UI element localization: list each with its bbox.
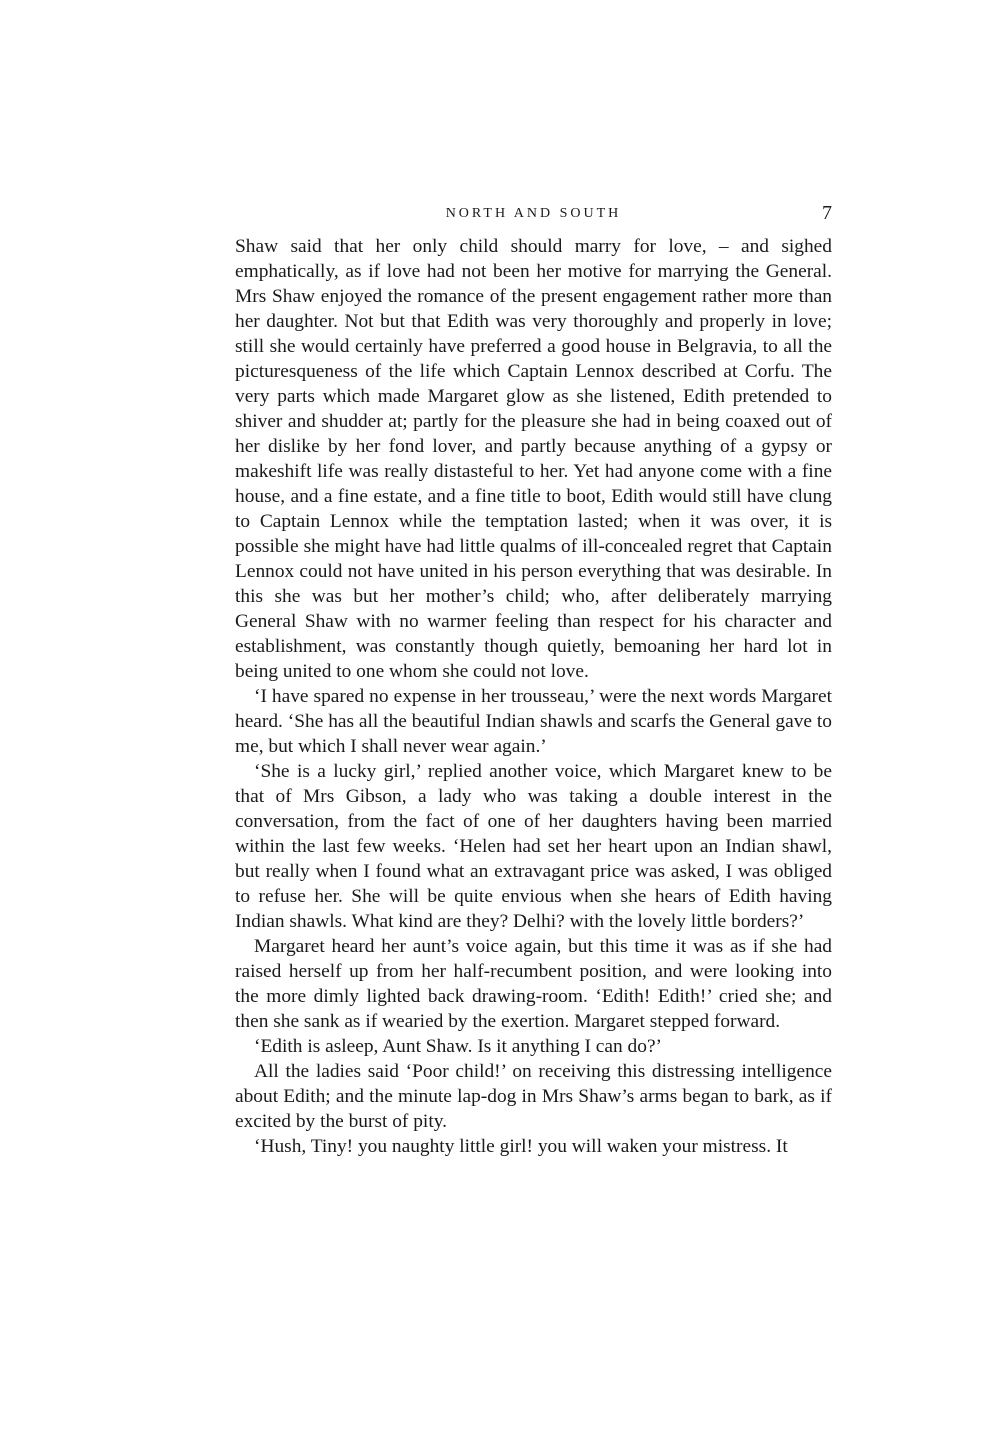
- paragraph-continued: Shaw said that her only child should marry for love, – and sighed emphatically, as if love had not been her motive for marrying the General. Mrs Shaw enjoyed the romance of the present engagement rather more than her daughter. Not but that Edith was very thoroughly and properly in love; still she would certainly have preferred a good house in Belgravia, to all the picturesqueness of the life which Captain Lennox described at Corfu. The very parts which made Margaret glow as she listened, Edith pretended to shiver and shudder at; partly for the pleasure she had in being coaxed out of her dislike by her fond lover, and partly because anything of a gypsy or makeshift life was really distasteful to her. Yet had anyone come with a fine house, and a fine estate, and a fine title to boot, Edith would still have clung to Captain Lennox while the temptation lasted; when it was over, it is possible she might have had little qualms of ill-concealed regret that Captain Lennox could not have united in his person everything that was desirable. In this she was but her mother’s child; who, after deliberately marrying General Shaw with no warmer feeling than respect for his character and establishment, was constantly though quietly, bemoaning her hard lot in being united to one whom she could not love.: [235, 236, 832, 682]
- paragraph-last: ‘Hush, Tiny! you naughty little girl! you will waken your mistress. It: [254, 1136, 788, 1157]
- paragraph: Margaret heard her aunt’s voice again, but this time it was as if she had raised herself up from her half-recumbent position, and were looking into the more dimly lighted back drawing-room. ‘Edith! Edith!’ cried she; and then she sank as if wearied by the exertion. Margaret stepped forward.: [235, 936, 832, 1032]
- page-number: 7: [822, 202, 832, 224]
- paragraph: All the ladies said ‘Poor child!’ on receiving this distressing intelligence about Edith; and the minute lap-dog in Mrs Shaw’s arms began to bark, as if excited by the burst of pity.: [235, 1061, 832, 1132]
- paragraph: ‘Edith is asleep, Aunt Shaw. Is it anything I can do?’: [254, 1036, 663, 1057]
- body-text: [235, 234, 832, 1159]
- paragraph: ‘She is a lucky girl,’ replied another voice, which Margaret knew to be that of Mrs Gibson, a lady who was taking a double interest in the conversation, from the fact of one of her daughters having been married within the last few weeks. ‘Helen had set her heart upon an Indian shawl, but really when I found what an extravagant price was asked, I was obliged to refuse her. She will be quite envious when she hears of Edith having Indian shawls. What kind are they? Delhi? with the lovely little borders?’: [235, 761, 832, 932]
- book-page: [235, 200, 832, 1159]
- running-head: [235, 200, 832, 234]
- paragraph: ‘I have spared no expense in her trousseau,’ were the next words Margaret heard. ‘She has all the beautiful Indian shawls and scarfs the General gave to me, but which I shall never wear again.’: [235, 686, 832, 757]
- running-title: NORTH AND SOUTH: [445, 206, 622, 221]
